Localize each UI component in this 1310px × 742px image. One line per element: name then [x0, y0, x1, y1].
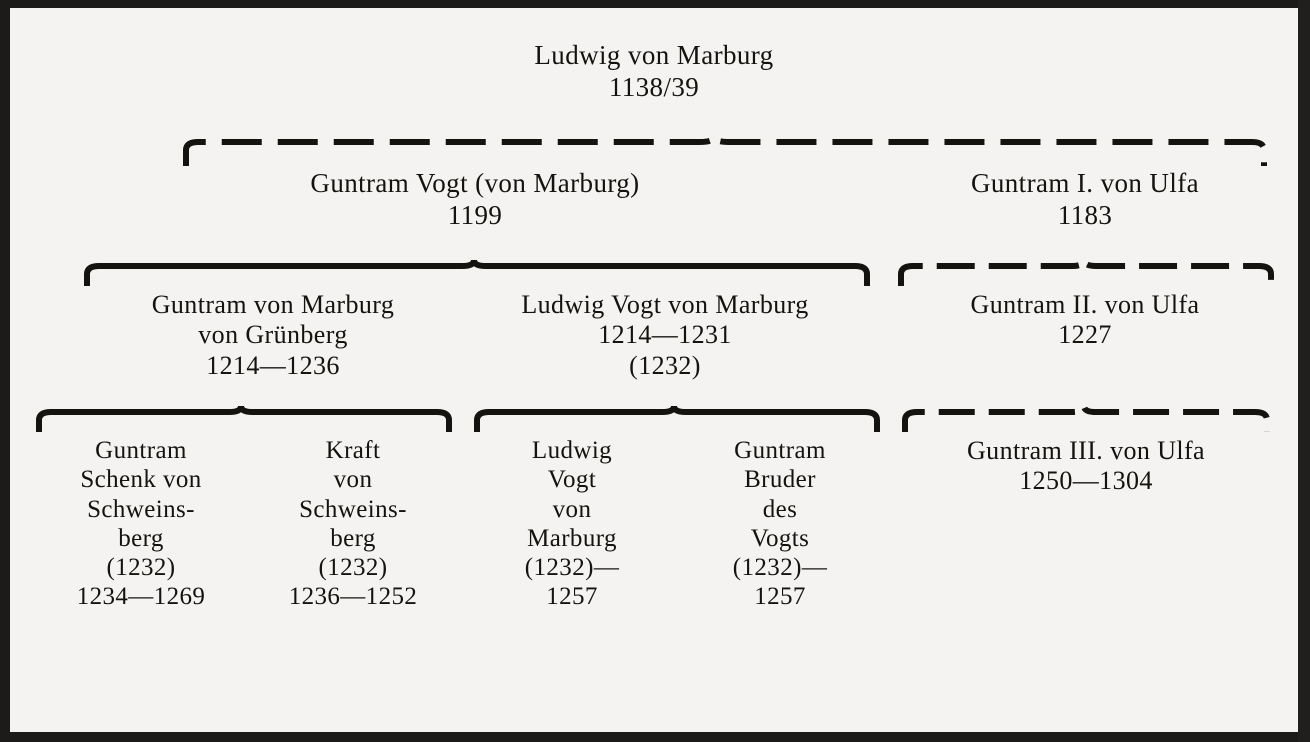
node-line: Guntram: [95, 437, 187, 464]
node-line: Schweins-: [299, 495, 407, 523]
node-line: 1234—1269: [76, 583, 206, 611]
node-name-line2: von Grünberg: [198, 320, 348, 350]
node-name-line1: Guntram II. von Ulfa: [970, 290, 1200, 319]
node-guntram-vogt-von-marburg: [160, 168, 790, 231]
scan-border-right: [1298, 0, 1310, 742]
node-dates: 1214—1236: [206, 350, 340, 380]
node-guntram-schenk-von-schweinsberg: [46, 436, 236, 612]
connector-brace-gen2-right: [896, 260, 1276, 290]
node-name-line1: Ludwig Vogt von Marburg: [521, 290, 809, 319]
node-dates: 1250—1304: [1019, 466, 1153, 496]
node-dates: 1138/39: [608, 71, 700, 102]
node-guntram-bruder-des-vogts: [690, 436, 870, 612]
node-name: Guntram I. von Ulfa: [970, 168, 1200, 198]
node-kraft-von-schweinsberg: [258, 436, 448, 612]
node-name: Guntram Vogt (von Marburg): [310, 168, 640, 198]
node-dates: 1199: [447, 199, 503, 230]
node-dates: 1227: [1058, 320, 1112, 350]
scan-border-left: [0, 0, 10, 742]
node-line: (1232)—: [732, 554, 828, 581]
node-guntram-ii-von-ulfa: [900, 290, 1270, 351]
node-line: berg: [330, 524, 376, 552]
node-line: von: [333, 466, 373, 494]
node-line: (1232)—: [524, 554, 620, 581]
connector-brace-gen3-c: [900, 406, 1272, 436]
node-line: des: [762, 495, 798, 523]
node-ludwig-vogt-von-marburg-1257: [482, 436, 662, 612]
node-dates: 1183: [1057, 199, 1113, 230]
scan-border-top: [0, 0, 1310, 8]
node-guntram-i-von-ulfa: [900, 168, 1270, 231]
connector-brace-gen2-left: [82, 260, 872, 290]
node-name: Ludwig von Marburg: [534, 40, 774, 70]
node-line: (1232): [106, 554, 176, 581]
connector-brace-gen3-a: [34, 406, 454, 436]
node-name-line1: Guntram III. von Ulfa: [967, 436, 1205, 465]
node-line: Ludwig: [531, 437, 613, 464]
node-line: (1232): [318, 554, 388, 581]
node-guntram-von-marburg-gruenberg: [88, 290, 458, 381]
node-line: Bruder: [744, 466, 816, 494]
connector-brace-gen1: [180, 136, 1270, 170]
node-guntram-iii-von-ulfa: [900, 436, 1272, 497]
node-line: Schenk von: [80, 466, 202, 494]
node-dates-alt: (1232): [629, 350, 701, 380]
node-line: Vogt: [547, 466, 597, 494]
node-line: Guntram: [734, 437, 826, 464]
node-line: Marburg: [527, 524, 617, 552]
node-name-line1: Guntram von Marburg: [151, 290, 395, 319]
node-line: 1257: [754, 583, 806, 611]
node-line: 1236—1252: [288, 583, 418, 611]
node-line: von: [552, 495, 592, 523]
node-ludwig-von-marburg: [398, 40, 910, 103]
node-line: Kraft: [325, 437, 381, 464]
node-line: berg: [118, 524, 164, 552]
figure-sheet: [10, 8, 1298, 732]
node-line: Schweins-: [87, 495, 195, 523]
node-ludwig-vogt-von-marburg: [470, 290, 860, 381]
node-dates: 1214—1231: [598, 320, 732, 350]
scan-border-bottom: [0, 732, 1310, 742]
node-line: 1257: [546, 583, 598, 611]
connector-brace-gen3-b: [472, 406, 882, 436]
node-line: Vogts: [750, 524, 810, 552]
